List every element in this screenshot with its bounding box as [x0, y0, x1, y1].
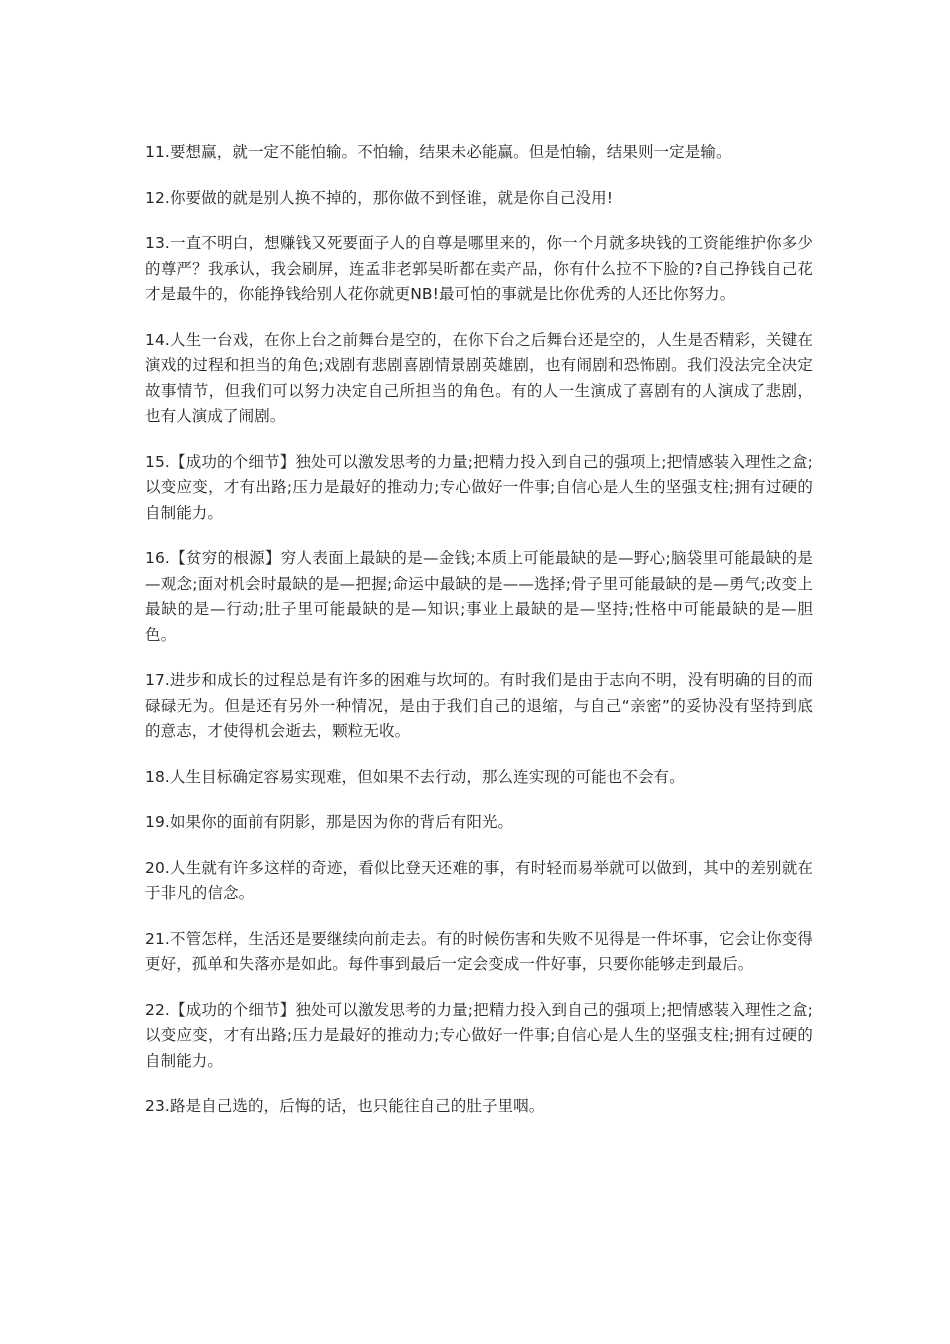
- paragraph-12: 12.你要做的就是别人换不掉的，那你做不到怪谁，就是你自己没用!: [145, 188, 614, 207]
- paragraph-23: 23.路是自己选的，后悔的话，也只能往自己的肚子里咽。: [145, 1097, 545, 1115]
- paragraph-22: 22.【成功的个细节】独处可以激发思考的力量;把精力投入到自己的强项上;把情感装入理性之盒;以变应变，才有出路;压力是最好的推动力;专心做好一件事;自信心是人生的坚强支柱;拥有过硬的自制能力。: [145, 1000, 813, 1070]
- paragraph-18: 18.人生目标确定容易实现难，但如果不去行动，那么连实现的可能也不会有。: [145, 767, 685, 786]
- paragraph-21: 21.不管怎样，生活还是要继续向前走去。有的时候伤害和失败不见得是一件坏事，它会让你变得更好，孤单和失落亦是如此。每件事到最后一定会变成一件好事，只要你能够走到最后。: [145, 929, 813, 973]
- paragraph-20: 20.人生就有许多这样的奇迹，看似比登天还难的事，有时轻而易举就可以做到，其中的差别就在于非凡的信念。: [145, 858, 813, 902]
- document-body: [145, 140, 813, 1140]
- paragraph-19: 19.如果你的面前有阴影，那是因为你的背后有阳光。: [145, 813, 514, 831]
- paragraph-16: 16.【贫穷的根源】穷人表面上最缺的是—金钱;本质上可能最缺的是—野心;脑袋里可能最缺的是—观念;面对机会时最缺的是—把握;命运中最缺的是——选择;骨子里可能最缺的是—勇气;改变上最缺的是—行动;肚子里可能最缺的是—知识;事业上最缺的是—坚持;性格中可能最缺的是—胆色。: [145, 549, 813, 644]
- paragraph-13: 13.一直不明白，想赚钱又死要面子人的自尊是哪里来的，你一个月就多块钱的工资能维护你多少的尊严？我承认，我会刷屏，连孟非老郭吴昕都在卖产品，你有什么拉不下脸的?自己挣钱自己花才是最牛的，你能挣钱给别人花你就更NB!最可怕的事就是比你优秀的人还比你努力。: [145, 234, 813, 303]
- paragraph-15: 15.【成功的个细节】独处可以激发思考的力量;把精力投入到自己的强项上;把情感装入理性之盒;以变应变，才有出路;压力是最好的推动力;专心做好一件事;自信心是人生的坚强支柱;拥有过硬的自制能力。: [145, 452, 813, 522]
- paragraph-14: 14.人生一台戏，在你上台之前舞台是空的，在你下台之后舞台还是空的，人生是否精彩，关键在演戏的过程和担当的角色;戏剧有悲剧喜剧情景剧英雄剧，也有闹剧和恐怖剧。我们没法完全决定故事情节，但我们可以努力决定自己所担当的角色。有的人一生演成了喜剧有的人演成了悲剧，也有人演成了闹剧。: [145, 330, 813, 425]
- paragraph-17: 17.进步和成长的过程总是有许多的困难与坎坷的。有时我们是由于志向不明，没有明确的目的而碌碌无为。但是还有另外一种情况，是由于我们自己的退缩，与自己“亲密”的妥协没有坚持到底的意志，才使得机会逝去，颗粒无收。: [145, 671, 813, 740]
- paragraph-11: 11.要想赢，就一定不能怕输。不怕输，结果未必能赢。但是怕输，结果则一定是输。: [145, 143, 732, 161]
